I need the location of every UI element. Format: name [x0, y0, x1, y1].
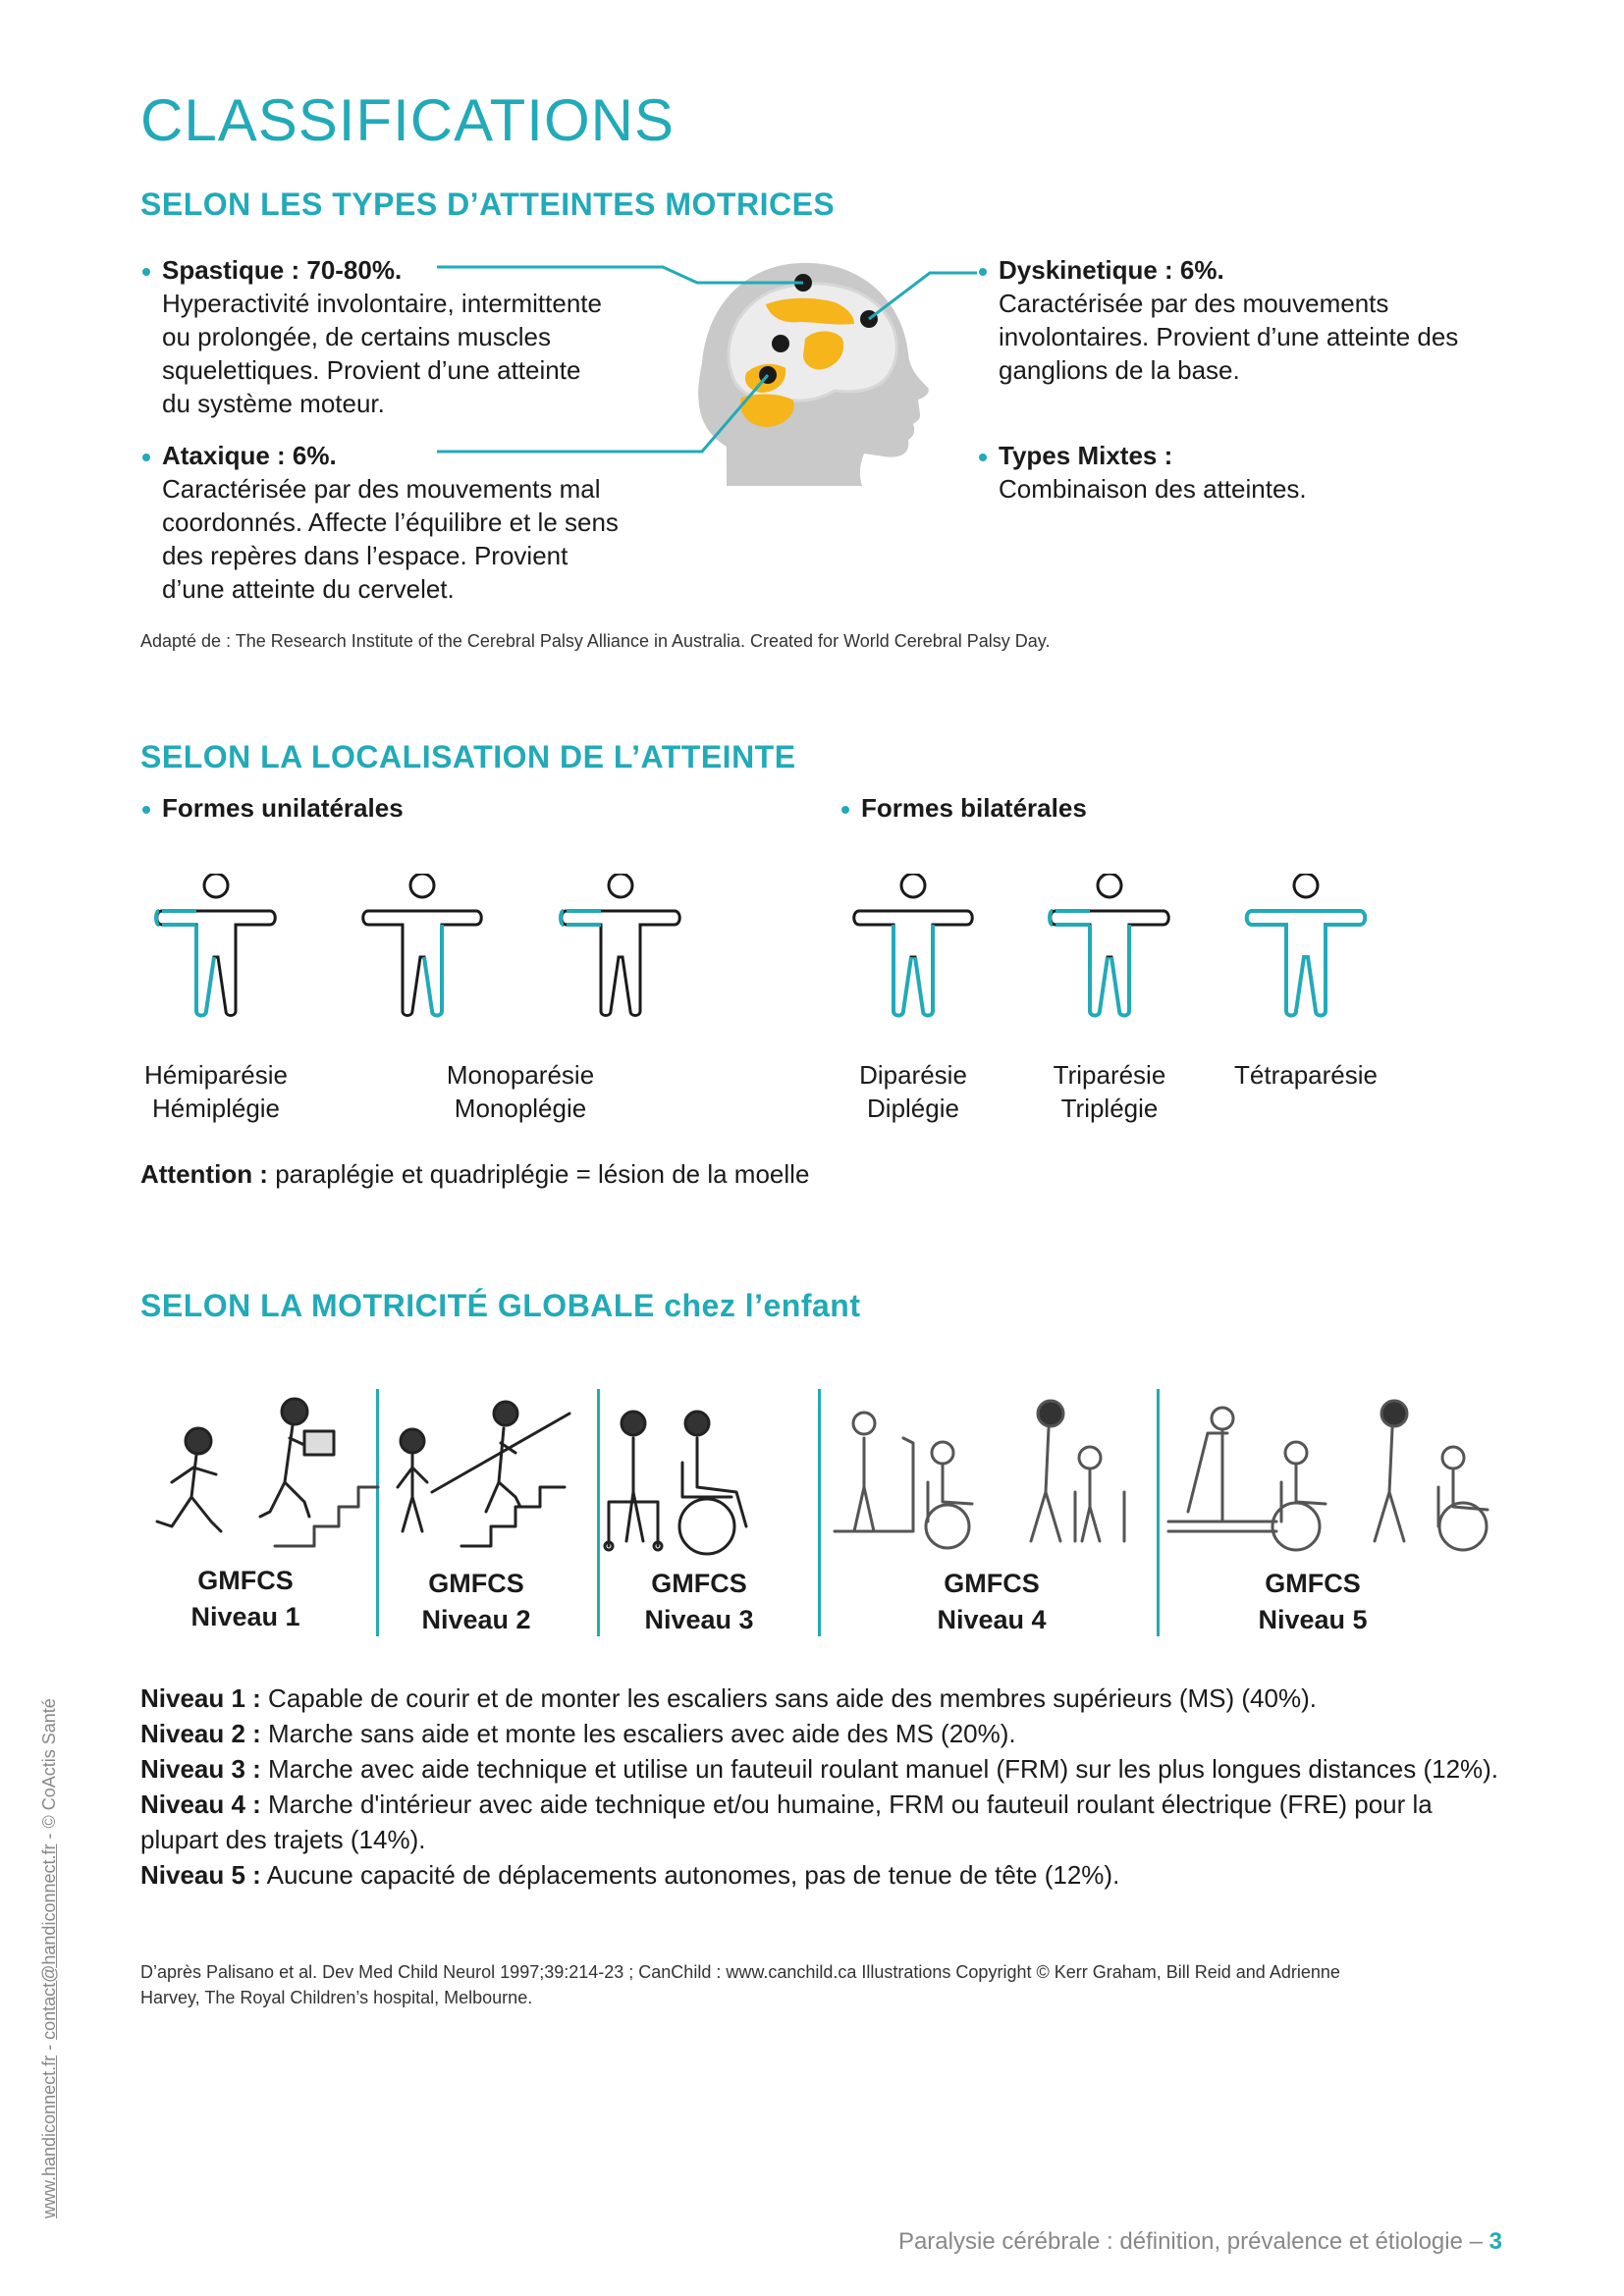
section-heading-types: SELON LES TYPES D’ATTEINTES MOTRICES: [140, 187, 836, 222]
gmfcs-label-2: GMFCS Niveau 2: [421, 1569, 531, 1634]
site-link[interactable]: www.handiconnect.fr: [39, 2055, 59, 2218]
label-tetraparesie: Tétraparésie: [1234, 1060, 1378, 1090]
level-descriptions: [140, 1681, 1505, 1893]
item-dyskinetique: Dyskinetique : 6%. Caractérisée par des mouvements involontaires. Provient d’une atteinte des ganglions de la base.: [999, 255, 1459, 385]
body-figures: [147, 874, 1404, 1021]
label-diparesie: Diparésie Diplégie: [859, 1060, 967, 1123]
level-1-desc: Niveau 1 : Capable de courir et de monter les escaliers sans aide des membres supérieurs (MS) (40%).: [140, 1683, 1317, 1713]
page-number: 3: [1489, 2228, 1502, 2255]
figure-diparesie: [854, 874, 973, 1016]
level-4-desc: Niveau 4 : Marche d'intérieur avec aide technique et/ou humaine, FRM ou fauteuil roulant électrique (FRE) pour la plupart des trajets (14%).: [140, 1789, 1433, 1854]
bi-label: Formes bilatérales: [861, 793, 1087, 823]
section-heading-localisation: SELON LA LOCALISATION DE L’ATTEINTE: [140, 739, 796, 774]
item-mixtes: Types Mixtes : Combinaison des atteintes.: [999, 441, 1307, 504]
brain-head-illustration: [422, 245, 1011, 491]
item-spastique: Spastique : 70-80%. Hyperactivité involontaire, intermittente ou prolongée, de certains muscles squelettiques. Provient d’une atteinte du système moteur.: [162, 255, 602, 418]
label-monoparesie: Monoparésie Monoplégie: [446, 1060, 595, 1123]
label-triparesie: Triparésie Triplégie: [1053, 1060, 1166, 1123]
level4-aids: [835, 1401, 1124, 1548]
item-ataxique: Ataxique : 6%. Caractérisée par des mouvements mal coordonnés. Affecte l’équilibre et le sens des repères dans l’espace. Provient d’une atteinte du cervelet.: [162, 441, 619, 604]
level1-running-child: [157, 1399, 378, 1546]
figure-monoparesie-arm: [561, 874, 679, 1016]
figure-triparesie: [1050, 874, 1168, 1016]
section-heading-motricite: SELON LA MOTRICITÉ GLOBALE chez l’enfant: [140, 1288, 861, 1323]
figure-hemiparesie: [156, 874, 275, 1016]
page-title: CLASSIFICATIONS: [140, 87, 675, 153]
level3-walker-wheelchair: [605, 1412, 746, 1554]
level2-children: [398, 1402, 569, 1546]
side-credit: www.handiconnect.fr - contact@handiconnect.fr - © CoActis Santé: [39, 1698, 59, 2218]
item-title: Types Mixtes :: [999, 441, 1173, 470]
gmfcs-label-1: GMFCS Niveau 1: [190, 1566, 300, 1631]
page-footer: Paralysie cérébrale : définition, prévalence et étiologie – 3: [897, 2228, 1502, 2255]
level5-aids: [1168, 1401, 1488, 1550]
level-3-desc: Niveau 3 : Marche avec aide technique et utilise un fauteuil roulant manuel (FRM) sur les plus longues distances (12%).: [140, 1754, 1499, 1784]
level-5-desc: Niveau 5 : Aucune capacité de déplacements autonomes, pas de tenue de tête (12%).: [140, 1860, 1120, 1890]
gmfcs-label-3: GMFCS Niveau 3: [644, 1569, 754, 1634]
gmfcs-illustrations: [137, 1384, 1502, 1561]
section1-source: Adapté de : The Research Institute of the Cerebral Palsy Alliance in Australia. Created for World Cerebral Palsy Day.: [140, 631, 1051, 651]
figure-monoparesie-leg: [363, 874, 482, 1016]
label-hemiparesie: Hémiparésie Hémiplégie: [144, 1060, 288, 1123]
item-title: Dyskinetique : 6%.: [999, 255, 1224, 285]
item-title: Spastique : 70-80%.: [162, 255, 403, 285]
email-link[interactable]: contact@handiconnect.fr: [39, 1843, 59, 2040]
attention-note: Attention : paraplégie et quadriplégie = lésion de la moelle: [140, 1159, 810, 1189]
item-title: Ataxique : 6%.: [162, 441, 337, 470]
gmfcs-label-5: GMFCS Niveau 5: [1258, 1569, 1368, 1634]
figure-tetraparesie: [1247, 874, 1366, 1016]
section3-source: D’après Palisano et al. Dev Med Child Neurol 1997;39:214-23 ; CanChild : www.canchild.ca Illustrations Copyright © Kerr Graham, Bill Reid and Adrienne Harvey, The Royal Children’s hospital, Melbourne.: [140, 1962, 1340, 2007]
uni-label: Formes unilatérales: [162, 793, 404, 823]
gmfcs-label-4: GMFCS Niveau 4: [937, 1569, 1047, 1634]
level-2-desc: Niveau 2 : Marche sans aide et monte les escaliers avec aide des MS (20%).: [140, 1719, 1016, 1748]
